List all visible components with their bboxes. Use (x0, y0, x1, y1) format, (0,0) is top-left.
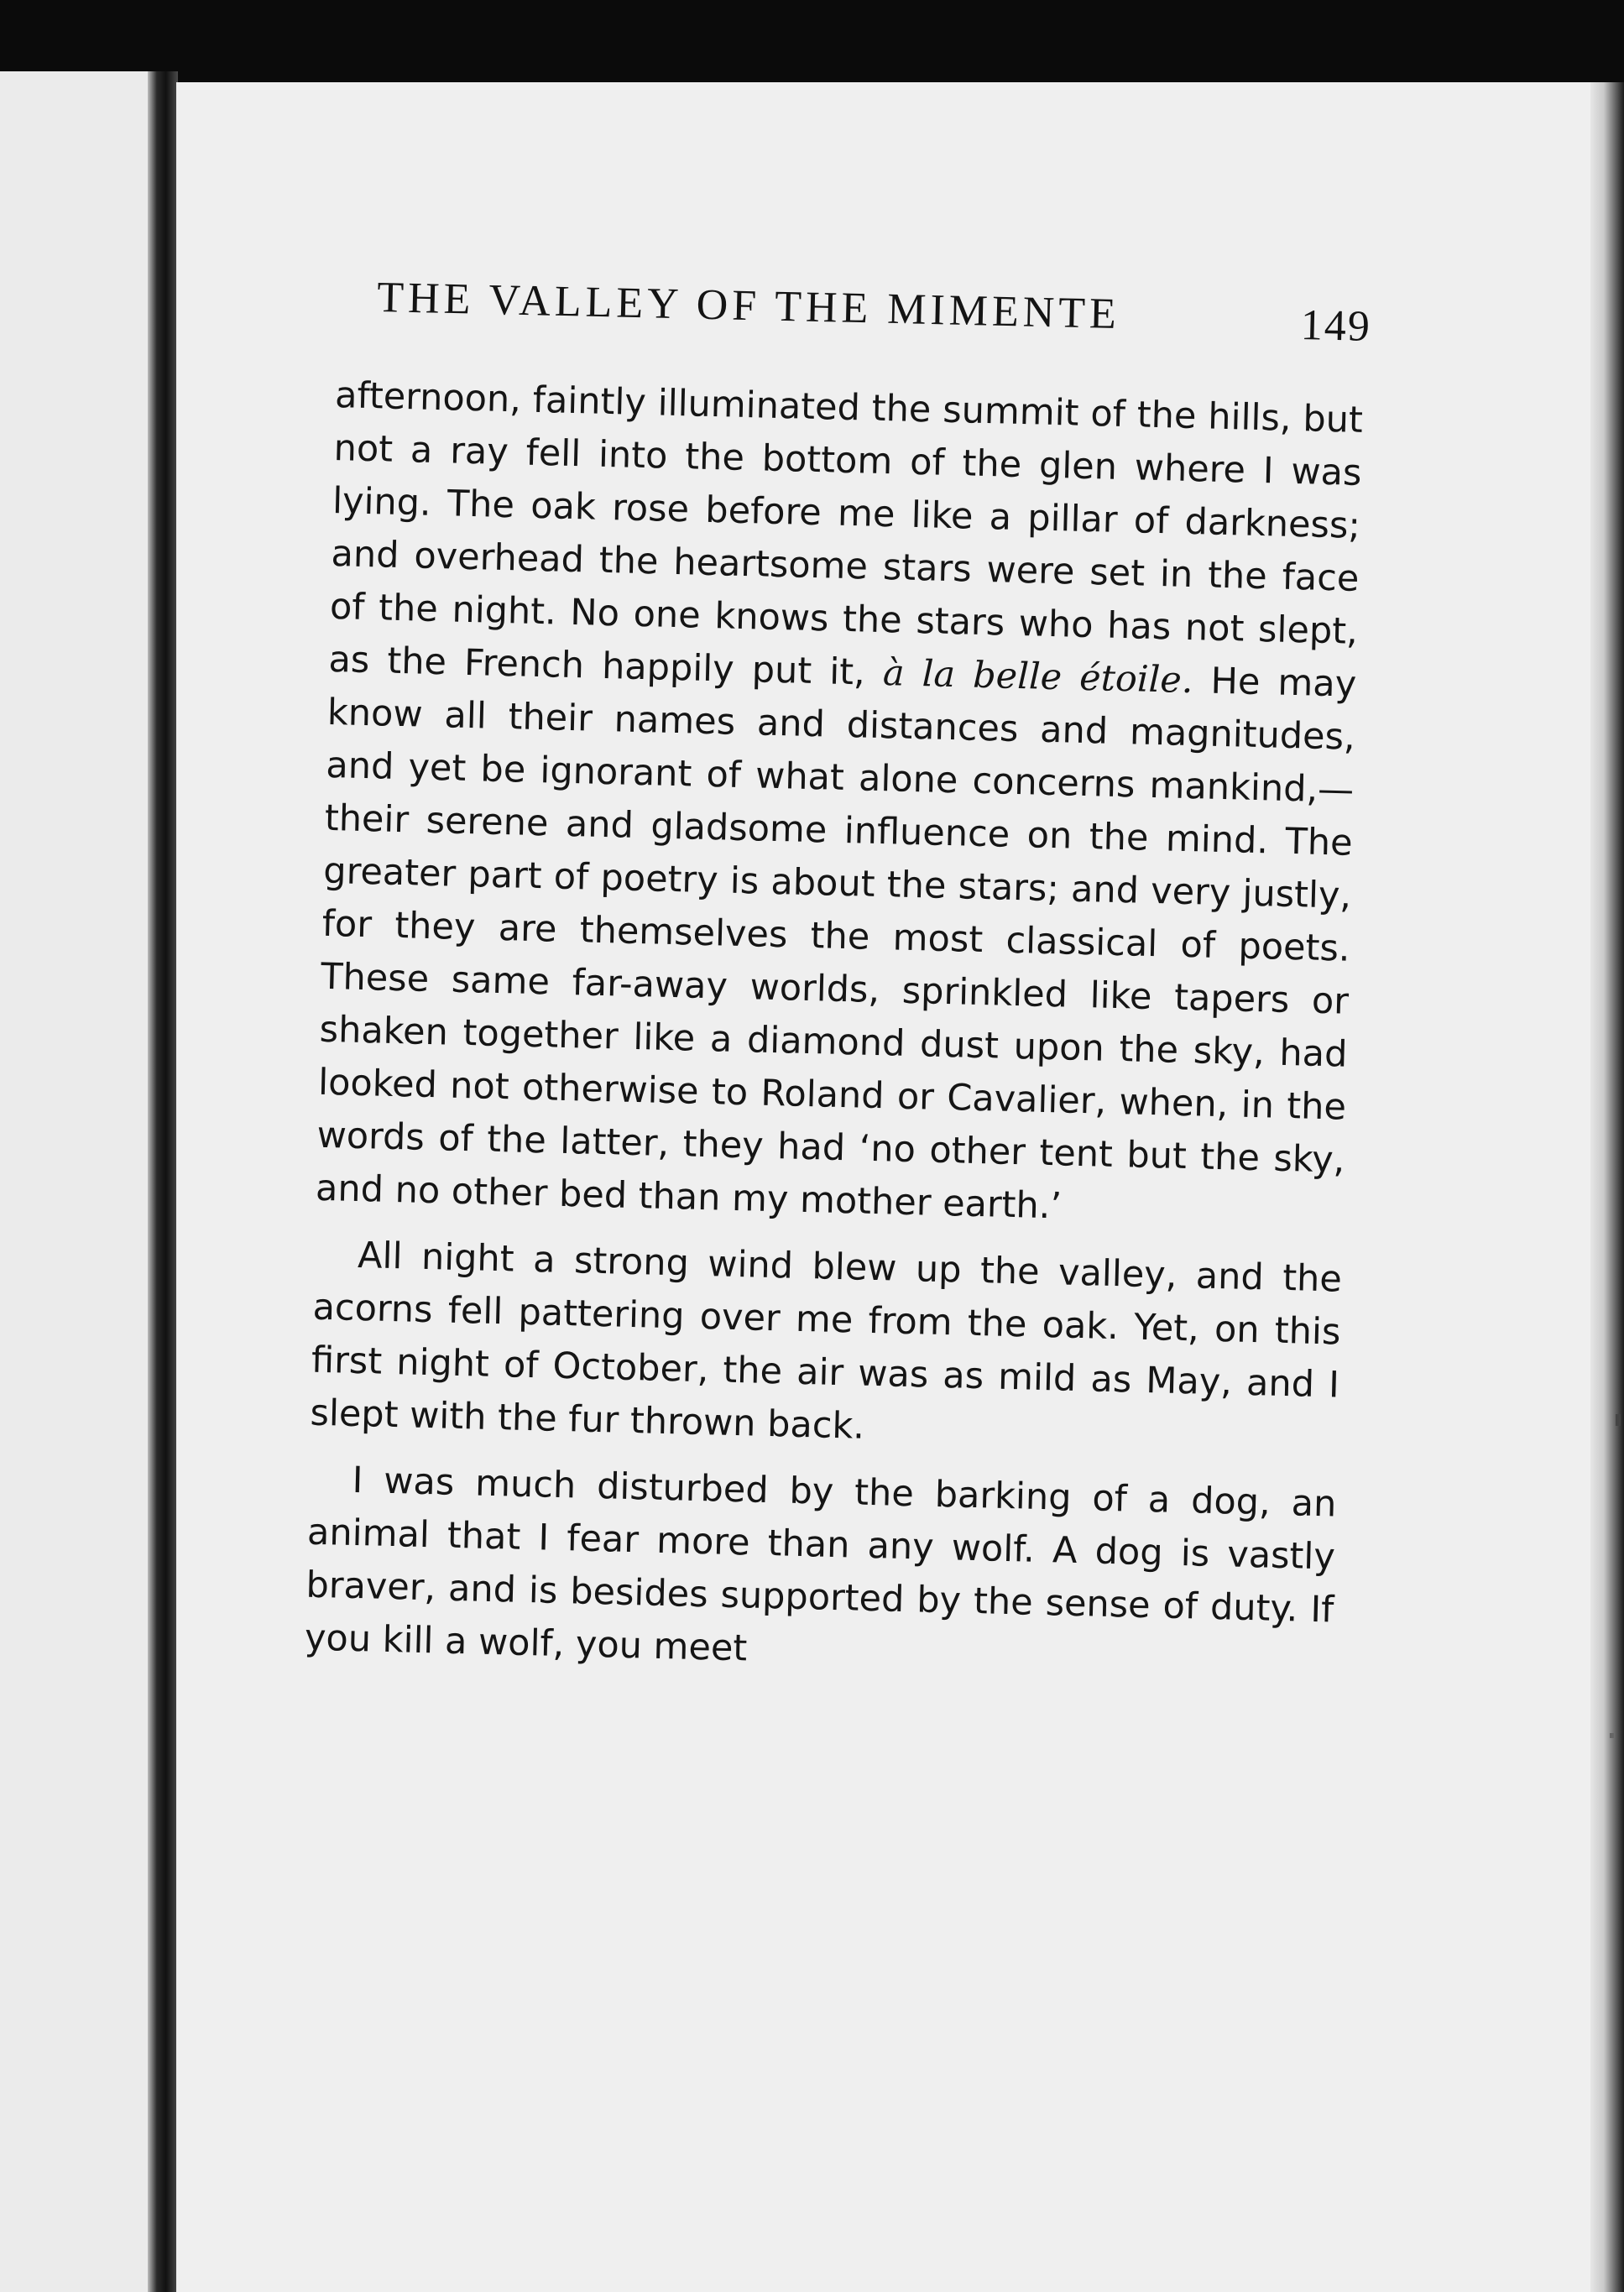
paragraph-1 (315, 369, 1363, 1240)
body-text (304, 369, 1364, 1703)
facing-page-edge (0, 71, 159, 2292)
paragraph-1-continuation: He may know all their names and distances and magnitudes, and yet be ignorant of what alone concerns mankind,—their serene and gladsome influence on the mind. The greater part of poetry is about the stars; and very justly, for they are themselves the most classical of poets. These same far-away worlds, sprinkled like tapers or shaken together like a diamond dust upon the sky, had looked not otherwise to Roland or Cavalier, when, in the words of the latter, they had ‘no other tent but the sky, and no other bed than my mother earth.’ (315, 660, 1357, 1228)
gutter-shadow (148, 71, 178, 2292)
margin-speck (1610, 1733, 1614, 1738)
page-edge-shadow (1590, 82, 1624, 2292)
italic-phrase: à la belle étoile. (882, 652, 1194, 702)
paragraph-2: All night a strong wind blew up the valley, and the acorns fell pattering over me from the oak. Yet, on this first night of October, the air was as mild as May, and I slept with the fur thrown back. (309, 1234, 1343, 1448)
margin-speck (1616, 1414, 1621, 1426)
paragraph-1-text: afternoon, faintly illuminated the summit of the hills, but not a ray fell into the bottom of the glen where I was lying. The oak rose before me like a pillar of darkness; and overhead the heartsome stars were set in the face of the night. No one knows the stars who has not slept, as the French happily put it, (327, 373, 1364, 695)
running-title: THE VALLEY OF THE MIMENTE (376, 273, 1121, 339)
paragraph-3: I was much disturbed by the barking of a dog, an animal that I fear more than any wolf. A dog is vastly braver, and is besides supported by the sense of duty. If you kill a wolf, you meet (304, 1459, 1337, 1670)
page-number: 149 (1300, 300, 1372, 351)
